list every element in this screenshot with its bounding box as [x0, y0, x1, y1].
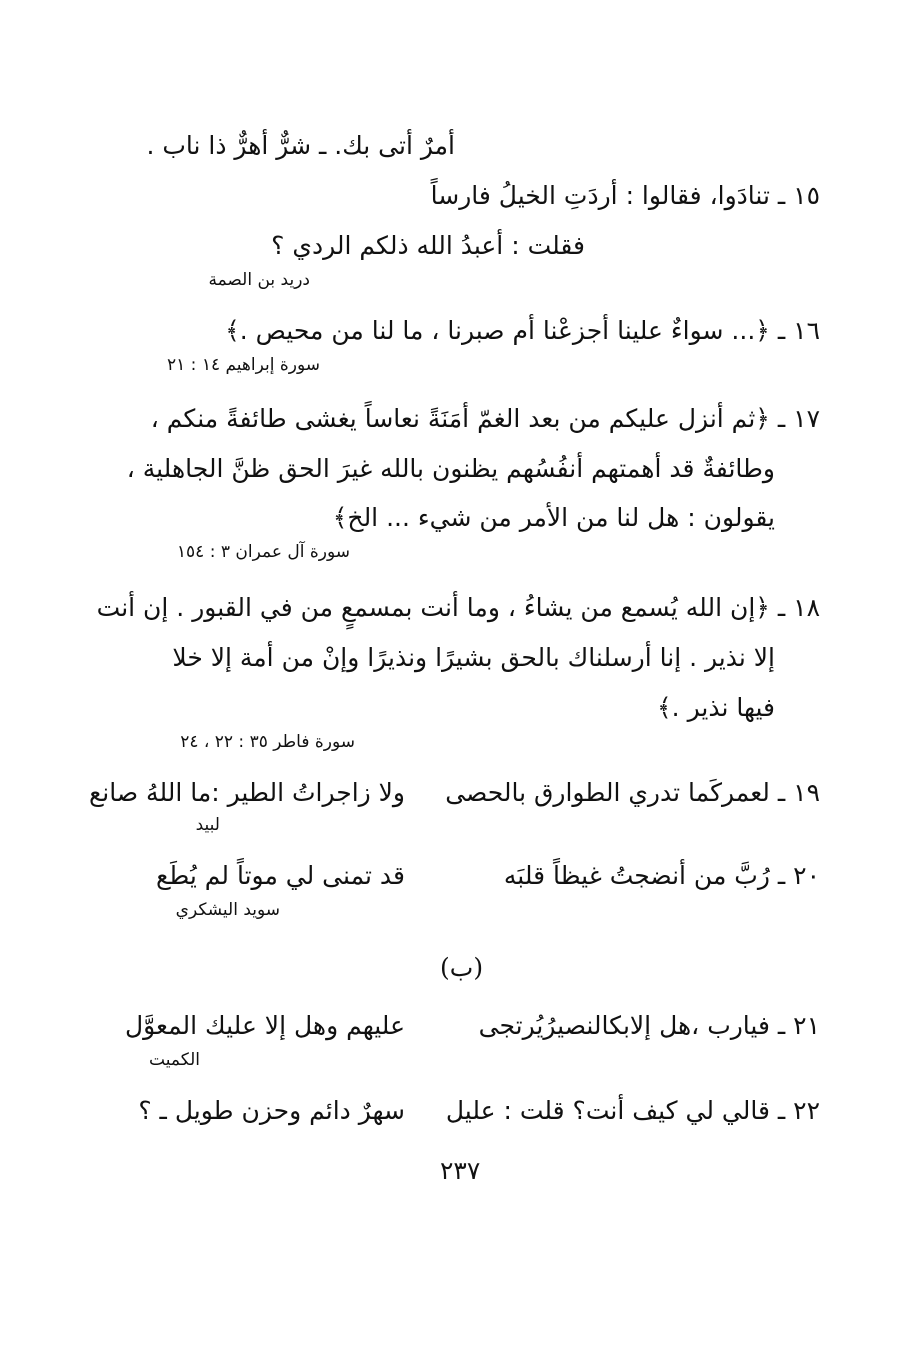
quran-reference: سورة فاطر ٣٥ : ٢٢ ، ٢٤ [180, 732, 355, 752]
verse-22-first-hemistich: ٢٢ ـ قالي لي كيف أنت؟ قلت : عليل [445, 1096, 820, 1125]
verse-15-second-line: فقلت : أعبدُ الله ذلكم الردي ؟ [271, 231, 585, 260]
poet-name: سويد اليشكري [175, 900, 280, 920]
section-heading: (ب) [440, 953, 484, 982]
verse-17-line-3: يقولون : هل لنا من الأمر من شيء ... الخ﴾ [332, 503, 775, 532]
verse-15-line: ١٥ ـ تنادَوا، فقالوا : أردَتِ الخيلُ فارساً [430, 181, 820, 210]
verse-20-first-hemistich: ٢٠ ـ رُبَّ من أنضجتُ غيظاً قلبَه [503, 861, 820, 890]
verse-16-line: ١٦ ـ ﴿... سواءٌ علينا أجزعْنا أم صبرنا ، ما لنا من محيص .﴾ [225, 316, 820, 345]
verse-19-first-hemistich: ١٩ ـ لعمركَما تدري الطوارق بالحصى [445, 778, 820, 807]
verse-line: أمرٌ أتى بك. ـ شرٌّ أهرٌّ ذا ناب . [146, 131, 455, 160]
verse-21-second-hemistich: عليهم وهل إلا عليك المعوَّل [124, 1011, 405, 1040]
verse-22-second-hemistich: سهرٌ دائم وحزن طويل ـ ؟ [138, 1096, 405, 1125]
verse-21-first-hemistich: ٢١ ـ فيارب ،هل إلابكالنصيرُيُرتجى [478, 1011, 820, 1040]
verse-17-line-2: وطائفةٌ قد أهمتهم أنفُسُهم يظنون بالله غيرَ الحق ظنَّ الجاهلية ، [126, 454, 775, 483]
page-number: ٢٣٧ [440, 1156, 481, 1185]
verse-18-line-1: ١٨ ـ ﴿إن الله يُسمع من يشاءُ ، وما أنت بمسمعٍ من في القبور . إن أنت [96, 593, 820, 622]
verse-17-line-1: ١٧ ـ ﴿ثم أنزل عليكم من بعد الغمّ أمَنَةً نعاساً يغشى طائفةً منكم ، [150, 404, 820, 433]
verse-18-line-2: إلا نذير . إنا أرسلناك بالحق بشيرًا ونذيرًا وإنْ من أمة إلا خلا [172, 643, 775, 672]
quran-reference: سورة آل عمران ٣ : ١٥٤ [176, 542, 350, 562]
poet-name: لبيد [195, 815, 220, 835]
verse-18-line-3: فيها نذير .﴾ [657, 693, 775, 722]
poet-name: الكميت [149, 1050, 200, 1070]
attribution: دريد بن الصمة [208, 270, 310, 290]
verse-19-second-hemistich: ولا زاجراتُ الطير :ما اللهُ صانع [88, 778, 405, 807]
verse-20-second-hemistich: قد تمنى لي موتاً لم يُطَع [156, 861, 405, 890]
quran-reference: سورة إبراهيم ١٤ : ٢١ [167, 355, 320, 375]
